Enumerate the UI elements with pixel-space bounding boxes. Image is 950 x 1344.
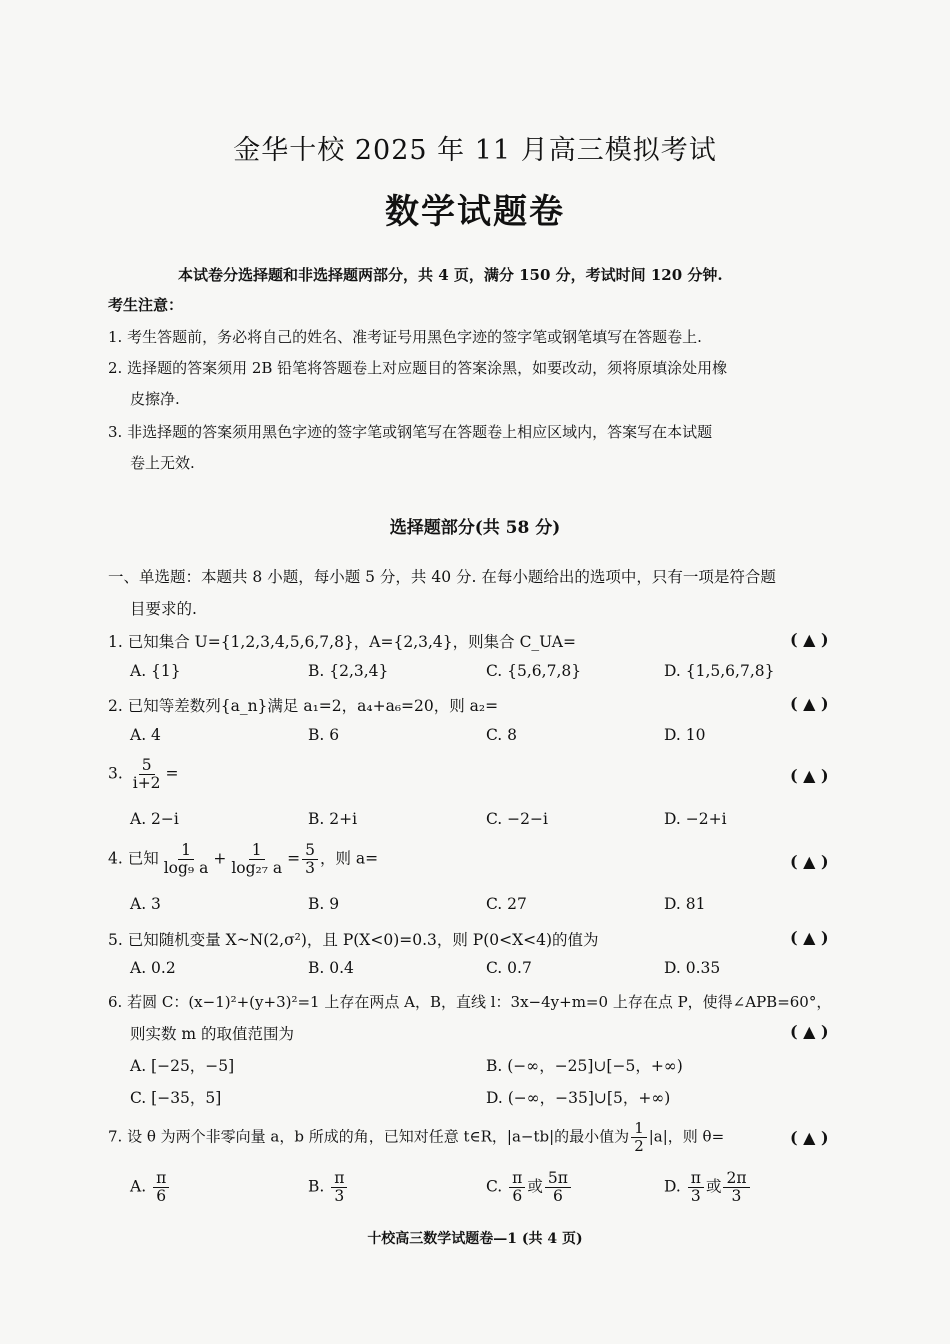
q7-d-d2: 3 [731,1187,742,1205]
exam-intro: 本试卷分选择题和非选择题两部分，共 4 页，满分 150 分，考试时间 120 分钟. [178,266,723,284]
q3-answer-mark: ( ▲ ) [790,766,829,785]
q7-c-frac-2 [545,1170,571,1205]
q4-fraction-1 [161,842,212,877]
q7-half-den: 2 [634,1137,644,1155]
q5-option-a: A. 0.2 [130,959,176,977]
q4-answer-mark: ( ▲ ) [790,852,829,871]
q5-option-d: D. 0.35 [664,959,721,977]
q4-f3-den: 3 [305,859,315,877]
q7-stem [108,1120,724,1155]
q7-d-label: D. [664,1177,681,1196]
q7-c-d2: 6 [552,1187,563,1205]
q6-option-b: B. (−∞，−25]∪[−5，+∞) [486,1057,683,1075]
notice-item-2-cont: 皮擦净. [130,390,180,408]
q4-number: 4. 已知 [108,849,159,868]
q7-c-or: 或 [527,1177,543,1196]
q7-option-c [486,1170,573,1205]
q7-b-frac [331,1170,347,1205]
q3-frac-den: i+2 [132,774,161,792]
q7-b-num: π [331,1170,347,1188]
q7-c-d1: 6 [512,1187,523,1205]
q4-f1-den: log₉ a [163,859,209,877]
q2-option-d: D. 10 [664,726,706,744]
q3-equals: = [165,764,179,783]
notice-heading: 考生注意： [108,296,184,314]
q7-head: 7. 设 θ 为两个非零向量 a，b 所成的角，已知对任意 t∈R，|a−tb|的最小值为 [108,1127,630,1146]
q5-answer-mark: ( ▲ ) [790,928,829,947]
q4-stem [108,842,378,877]
q6-answer-mark: ( ▲ ) [790,1022,829,1041]
q2-option-a: A. 4 [130,726,161,744]
q6-option-d: D. (−∞，−35]∪[5，+∞) [486,1089,671,1107]
exam-subtitle: 数学试题卷 [385,192,565,232]
q1-option-d: D. {1,5,6,7,8} [664,662,775,680]
section-title: 选择题部分(共 58 分) [389,518,561,538]
q4-equals: = [287,849,301,868]
q7-a-num: π [153,1170,169,1188]
q4-f1-num: 1 [178,842,194,860]
q4-f2-num: 1 [249,842,265,860]
q4-tail: ，则 a= [320,849,379,868]
q7-a-den: 6 [156,1187,167,1205]
q4-option-a: A. 3 [130,895,161,913]
notice-item-3: 3. 非选择题的答案须用黑色字迹的签字笔或钢笔写在答题卷上相应区域内，答案写在本试题 [108,423,713,441]
q7-b-den: 3 [334,1187,345,1205]
q7-half-num: 1 [631,1120,647,1138]
notice-item-2: 2. 选择题的答案须用 2B 铅笔将答题卷上对应题目的答案涂黑，如要改动，须将原填涂处用橡 [108,359,728,377]
q7-a-label: A. [130,1177,147,1196]
q7-d-frac-2 [723,1170,749,1205]
notice-item-1: 1. 考生答题前，务必将自己的姓名、准考证号用黑色字迹的签字笔或钢笔填写在答题卷上. [108,328,702,346]
q6-stem: 6. 若圆 C：(x−1)²+(y+3)²=1 上存在两点 A，B，直线 l：3x−4y+m=0 上存在点 P，使得∠APB=60°， [108,993,832,1011]
q7-answer-mark: ( ▲ ) [790,1128,829,1147]
q4-f3-num: 5 [302,842,318,860]
q6-option-c: C. [−35，5] [130,1089,222,1107]
q3-fraction [130,757,164,792]
q7-c-frac-1 [509,1170,525,1205]
q5-stem: 5. 已知随机变量 X~N(2,σ²)，且 P(X<0)=0.3，则 P(0<X<4)的值为 [108,931,599,949]
q7-d-frac-1 [688,1170,704,1205]
q6-option-a: A. [−25，−5] [130,1057,235,1075]
q4-fraction-3 [302,842,318,877]
q3-option-c: C. −2−i [486,810,548,828]
q4-plus: + [213,849,227,868]
q7-d-or: 或 [705,1177,722,1196]
q4-option-b: B. 9 [308,895,340,913]
q4-option-c: C. 27 [486,895,527,913]
q5-option-b: B. 0.4 [308,959,354,977]
q7-tail: |a|，则 θ= [648,1127,725,1146]
q1-answer-mark: ( ▲ ) [790,630,829,649]
q7-c-label: C. [486,1177,503,1196]
q1-option-a: A. {1} [130,662,181,680]
q4-f2-den: log₂₇ a [231,859,283,877]
q1-option-b: B. {2,3,4} [308,662,389,680]
q2-stem: 2. 已知等差数列{a_n}满足 a₁=2，a₄+a₆=20，则 a₂= [108,697,499,715]
q3-frac-num: 5 [139,757,155,775]
q3-option-b: B. 2+i [308,810,358,828]
q7-c-n1: π [509,1170,525,1188]
q6-stem-cont: 则实数 m 的取值范围为 [130,1025,295,1043]
q7-a-frac [153,1170,169,1205]
q2-option-b: B. 6 [308,726,340,744]
q1-stem: 1. 已知集合 U={1,2,3,4,5,6,7,8}，A={2,3,4}，则集合 C_UA= [108,633,576,651]
q4-fraction-2 [228,842,285,877]
q7-d-n1: π [688,1170,704,1188]
q7-b-label: B. [308,1177,325,1196]
q7-half [631,1120,647,1155]
q3-option-a: A. 2−i [130,810,179,828]
q3-option-d: D. −2+i [664,810,727,828]
q7-option-a [130,1170,171,1205]
q2-answer-mark: ( ▲ ) [790,694,829,713]
q7-option-b [308,1170,349,1205]
q7-d-n2: 2π [723,1170,749,1188]
q4-option-d: D. 81 [664,895,706,913]
q5-option-c: C. 0.7 [486,959,532,977]
q1-option-c: C. {5,6,7,8} [486,662,582,680]
q2-option-c: C. 8 [486,726,518,744]
part1-instructions-cont: 目要求的. [130,600,197,618]
q7-option-d [664,1170,752,1205]
q3-number: 3. [108,764,123,783]
notice-item-3-cont: 卷上无效. [130,454,195,472]
q7-c-n2: 5π [545,1170,571,1188]
part1-instructions: 一、单选题：本题共 8 小题，每小题 5 分，共 40 分. 在每小题给出的选项中，只有一项是符合题 [108,568,776,586]
page-footer: 十校高三数学试题卷—1 (共 4 页) [367,1231,583,1247]
q3-stem [108,757,179,792]
q7-d-d1: 3 [690,1187,701,1205]
exam-title: 金华十校 2025 年 11 月高三模拟考试 [233,135,717,166]
